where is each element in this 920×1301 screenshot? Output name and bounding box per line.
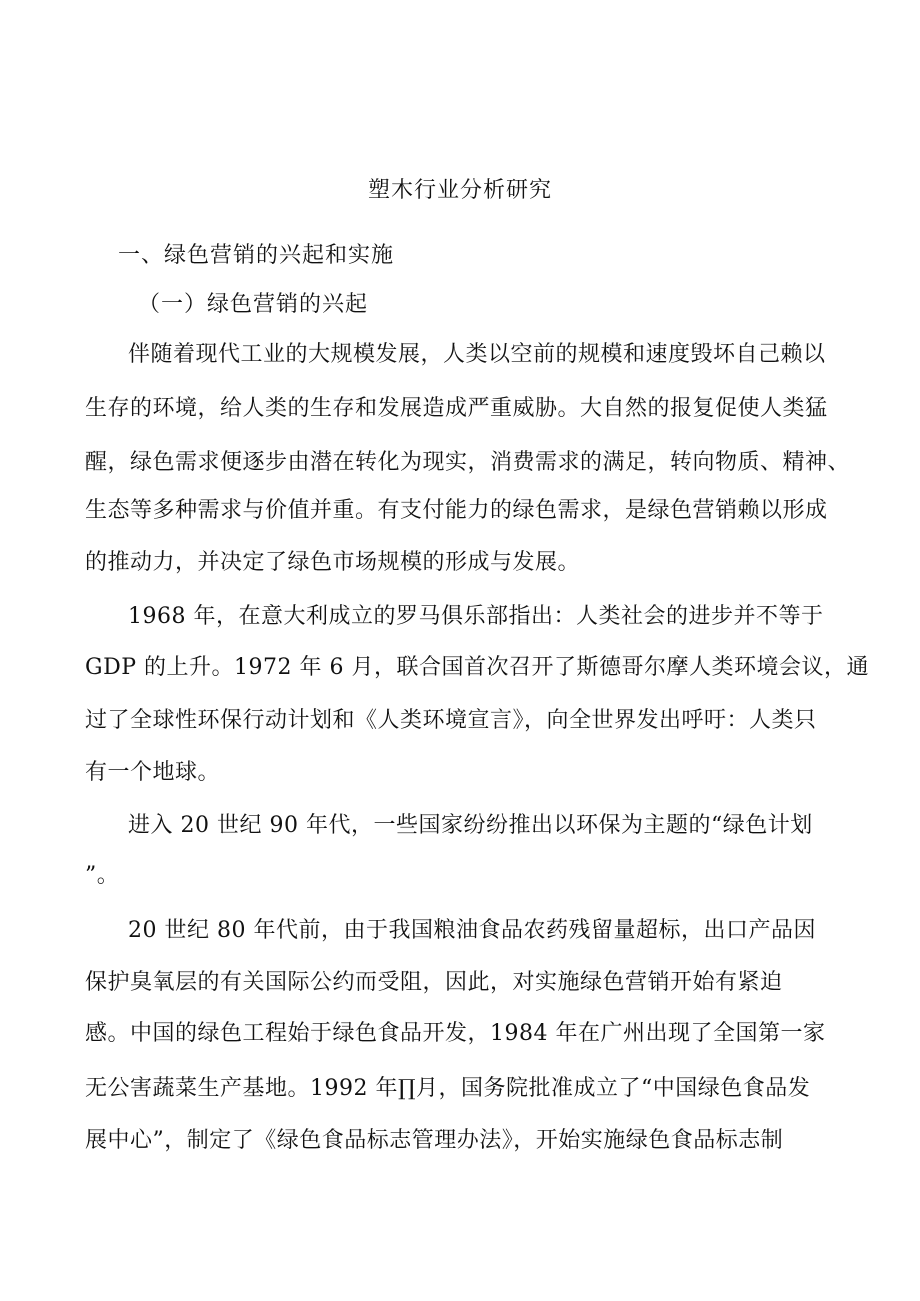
- paragraph-line: 保护臭氧层的有关国际公约而受阻，因此，对实施绿色营销开始有紧迫: [85, 970, 783, 995]
- paragraph-line: 的推动力，并决定了绿色市场规模的形成与发展。: [85, 550, 581, 575]
- paragraph-line: 感。中国的绿色工程始于绿色食品开发，1984 年在广州出现了全国第一家: [85, 1021, 826, 1046]
- paragraph-line: 过了全球性环保行动计划和《人类环境宣言》，向全世界发出呼吁：人类只: [85, 708, 817, 733]
- paragraph-line: GDP 的上升。1972 年 6 月，联合国首次召开了斯德哥尔摩人类环境会议，通: [85, 655, 869, 680]
- paragraph-line: 生态等多种需求与价值并重。有支付能力的绿色需求，是绿色营销赖以形成: [85, 498, 828, 523]
- paragraph-line: 展中心”，制定了《绿色食品标志管理办法》，开始实施绿色食品标志制: [85, 1128, 784, 1153]
- paragraph-line: 有一个地球。: [85, 760, 221, 785]
- subsection-heading: （一）绿色营销的兴起: [138, 292, 369, 317]
- paragraph-line: 生存的环境，给人类的生存和发展造成严重威胁。大自然的报复促使人类猛: [85, 396, 828, 421]
- paragraph-line: 进入 20 世纪 90 年代，一些国家纷纷推出以环保为主题的“绿色计划: [128, 813, 813, 838]
- paragraph-line: 醒，绿色需求便逐步由潜在转化为现实，消费需求的满足，转向物质、精神、: [85, 450, 851, 475]
- document-title: 塑木行业分析研究: [367, 178, 552, 203]
- section-heading: 一、绿色营销的兴起和实施: [118, 243, 395, 268]
- paragraph-line: 20 世纪 80 年代前，由于我国粮油食品农药残留量超标，出口产品因: [128, 918, 816, 943]
- paragraph-line: 1968 年，在意大利成立的罗马俱乐部指出：人类社会的进步并不等于: [128, 604, 824, 629]
- paragraph-line: ”。: [85, 863, 120, 888]
- paragraph-line: 无公害蔬菜生产基地。1992 年∏月，国务院批准成立了“中国绿色食品发: [85, 1076, 811, 1101]
- paragraph-line: 伴随着现代工业的大规模发展，人类以空前的规模和速度毁坏自己赖以: [128, 342, 826, 367]
